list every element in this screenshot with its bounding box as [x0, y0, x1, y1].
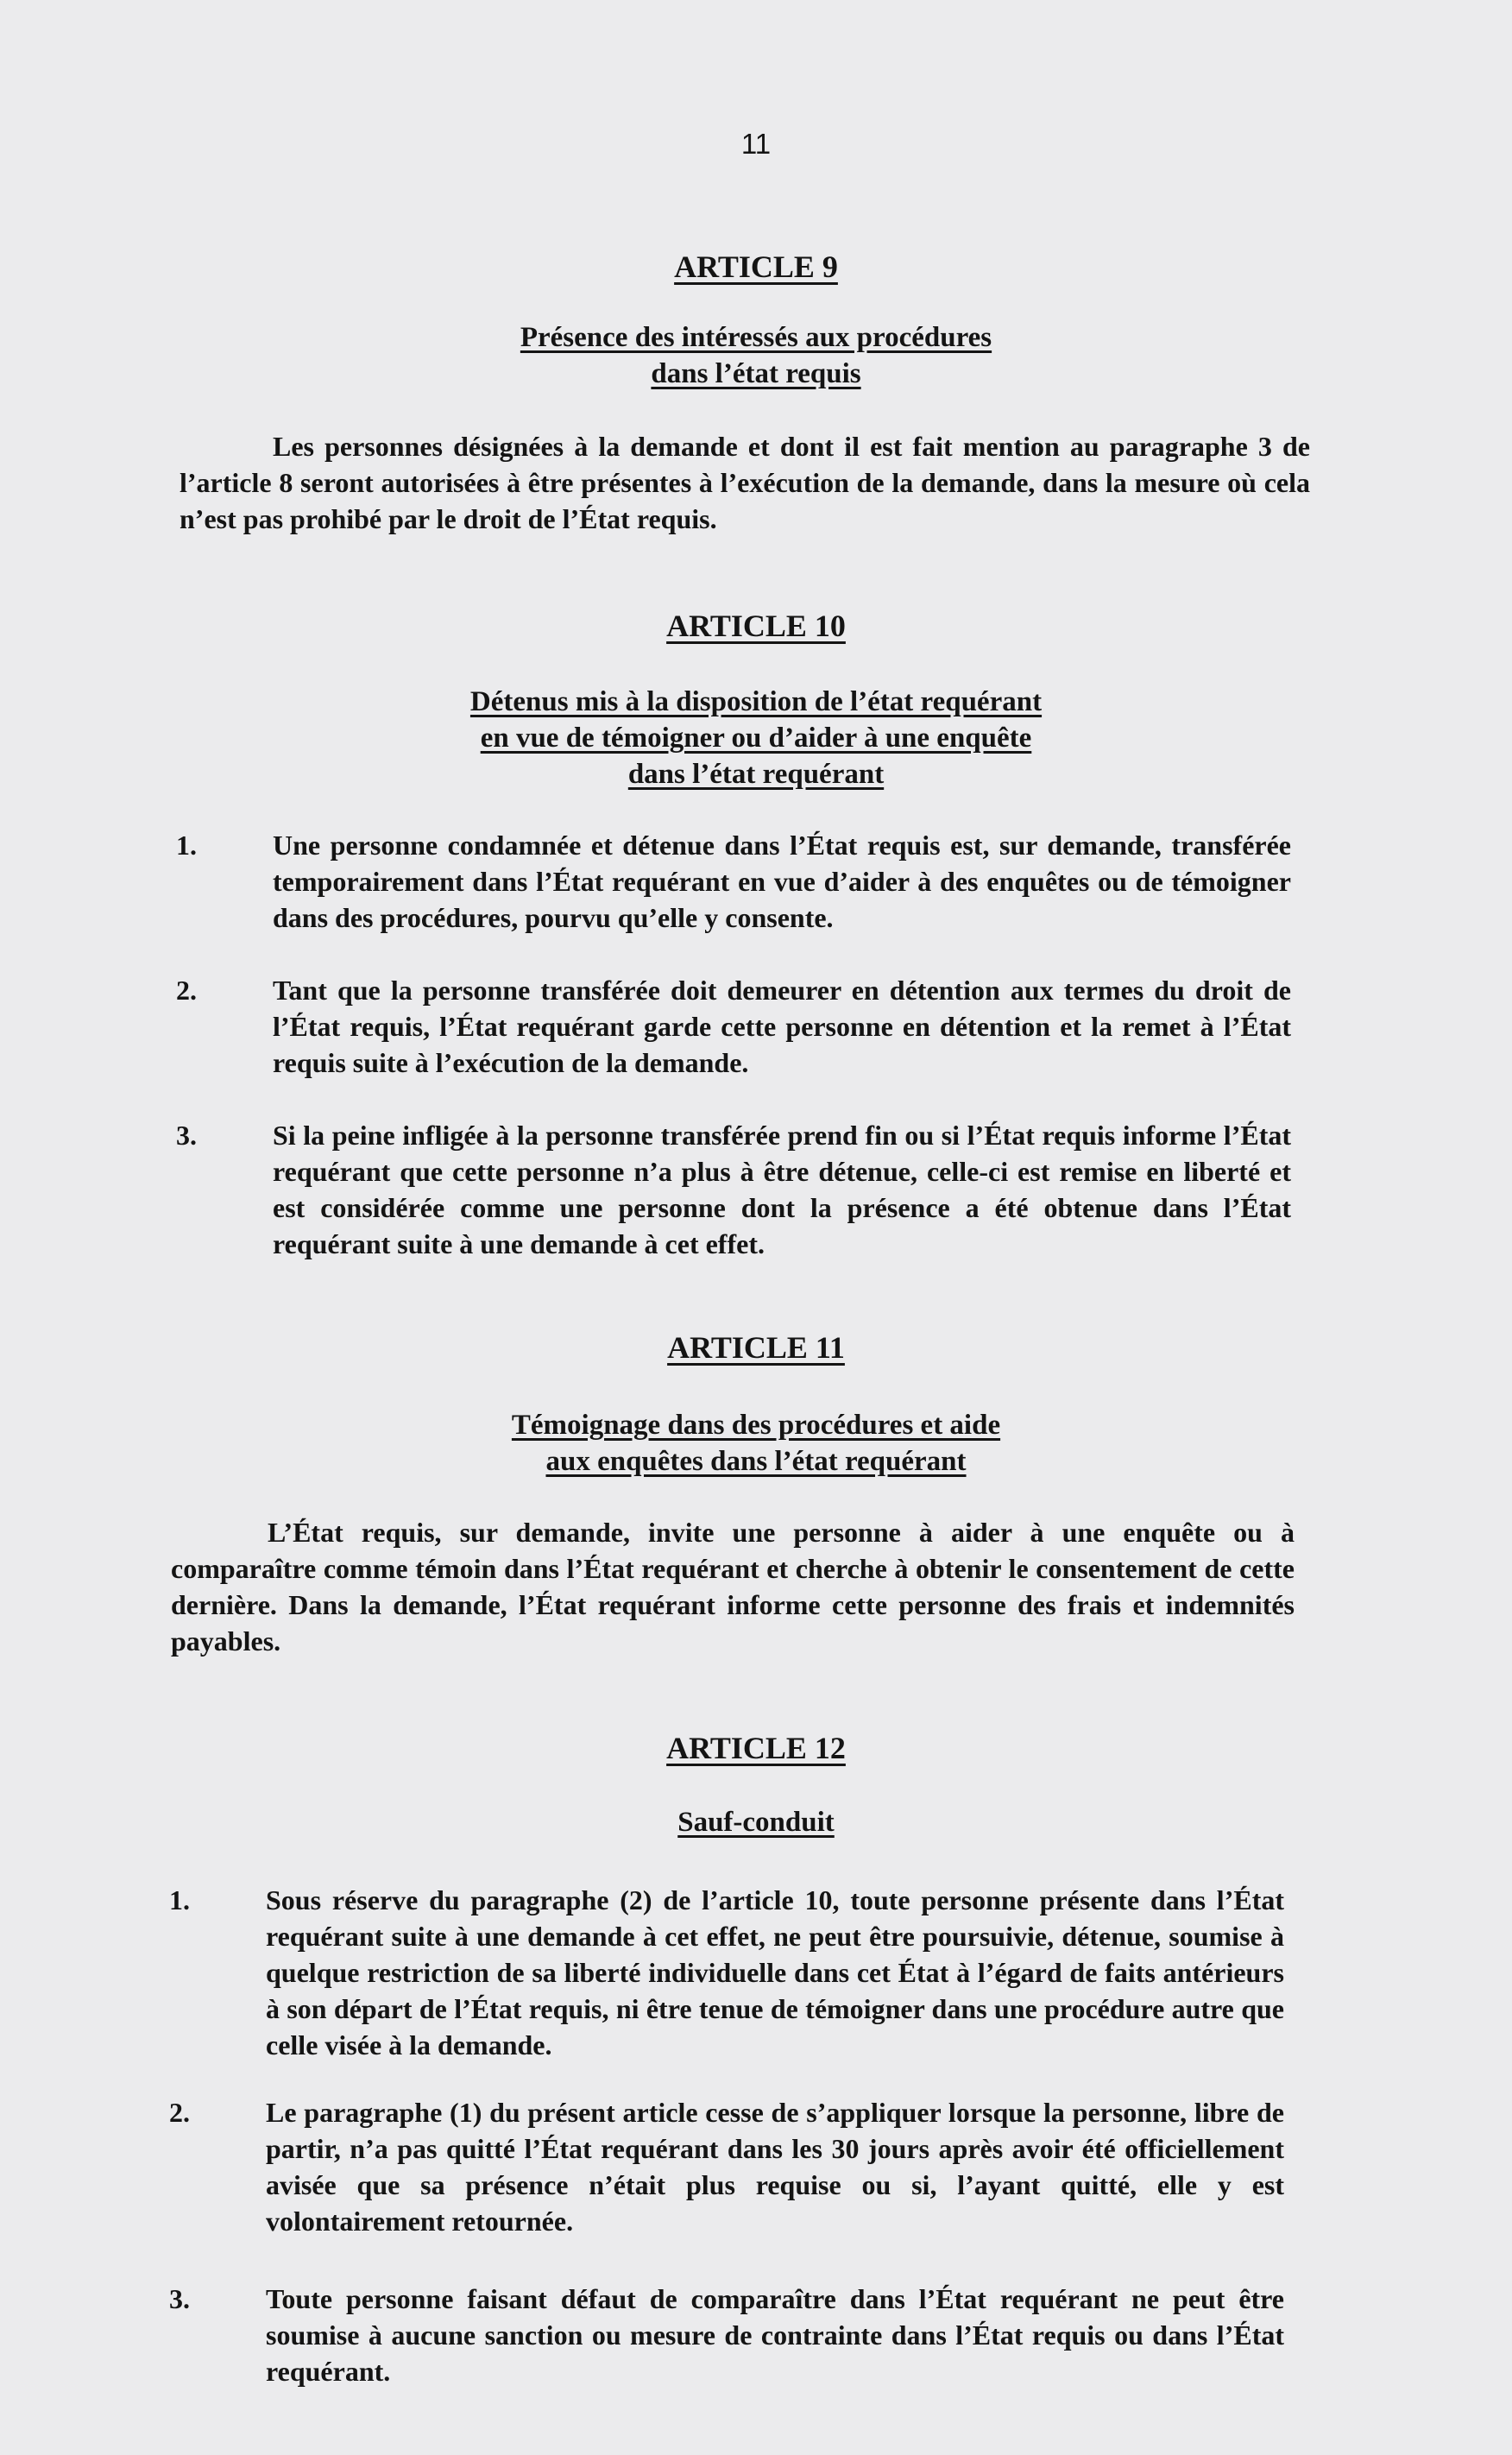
list-item-text: Tant que la personne transférée doit demeurer en détention aux termes du droit de l’État requis, l’État requérant garde cette personne en détention et la remet à l’État requis suite à l’exécution de la demande. — [273, 975, 1291, 1078]
list-item-number: 3. — [176, 1120, 197, 1151]
article-10-subtitle-line2: en vue de témoigner ou d’aider à une enquête — [480, 723, 1032, 754]
list-item-text: Toute personne faisant défaut de comparaître dans l’État requérant ne peut être soumise à aucune sanction ou mesure de contrainte dans l’État requis ou dans l’État requérant. — [266, 2283, 1284, 2387]
article-12-subtitle-line1: Sauf-conduit — [677, 1807, 835, 1838]
article-10-subtitle-line1: Détenus mis à la disposition de l’état requérant — [469, 686, 1043, 717]
list-item-number: 2. — [169, 2097, 190, 2128]
list-item-number: 2. — [176, 975, 197, 1006]
list-item-text: Une personne condamnée et détenue dans l’État requis est, sur demande, transférée temporairement dans l’État requérant en vue d’aider à des enquêtes ou de témoigner dans des procédures, pourvu qu’elle y consente. — [273, 830, 1291, 933]
list-item-text: Si la peine infligée à la personne transférée prend fin ou si l’État requis informe l’État requérant que cette personne n’a plus à être détenue, celle-ci est remise en liberté et est considérée comme une personne dont la présence a été obtenue dans l’État requérant suite à une demande à cet effet. — [273, 1120, 1291, 1259]
article-10-subtitle-line3: dans l’état requérant — [627, 759, 885, 790]
list-item-number: 1. — [176, 830, 197, 861]
article-10-subtitle — [0, 684, 1512, 792]
article-9-subtitle-line2: dans l’état requis — [651, 358, 861, 389]
article-11-subtitle-line2: aux enquêtes dans l’état requérant — [545, 1446, 967, 1477]
article-10-title: ARTICLE 10 — [666, 609, 846, 643]
list-item-text: Sous réserve du paragraphe (2) de l’article 10, toute personne présente dans l’État requérant suite à une demande à cet effet, ne peut être poursuivie, détenue, soumise à quelque restriction de sa liberté individuelle dans cet État à l’égard de faits antérieurs à son départ de l’État requis, ni être tenue de témoigner dans une procédure autre que celle visée à la demande. — [266, 1884, 1284, 2061]
list-item-text: Le paragraphe (1) du présent article cesse de s’appliquer lorsque la personne, libre de partir, n’a pas quitté l’État requérant dans les 30 jours après avoir été officiellement avisée que sa présence n’était plus requise ou si, l’ayant quitté, elle y est volontairement retournée. — [266, 2097, 1284, 2237]
article-9-body: Les personnes désignées à la demande et dont il est fait mention au paragraphe 3 de l’article 8 seront autorisées à être présentes à l’exécution de la demande, dans la mesure où cela n’est pas prohibé par le droit de l’État requis. — [180, 431, 1310, 534]
article-9-subtitle-line1: Présence des intéressés aux procédures — [520, 322, 992, 353]
article-11-body: L’État requis, sur demande, invite une personne à aider à une enquête ou à comparaître comme témoin dans l’État requérant et cherche à obtenir le consentement de cette dernière. Dans la demande, l’État requérant informe cette personne des frais et indemnités payables. — [171, 1517, 1295, 1657]
article-12-title: ARTICLE 12 — [666, 1731, 846, 1765]
article-9-title: ARTICLE 9 — [674, 249, 838, 284]
article-11-subtitle-line1: Témoignage dans des procédures et aide — [511, 1410, 1001, 1441]
list-item-number: 1. — [169, 1884, 190, 1915]
list-item-number: 3. — [169, 2283, 190, 2314]
article-12-subtitle — [0, 1804, 1512, 1840]
article-9-subtitle — [0, 319, 1512, 392]
article-11-title: ARTICLE 11 — [667, 1330, 845, 1365]
page-number: 11 — [740, 128, 772, 160]
article-11-subtitle — [0, 1407, 1512, 1480]
